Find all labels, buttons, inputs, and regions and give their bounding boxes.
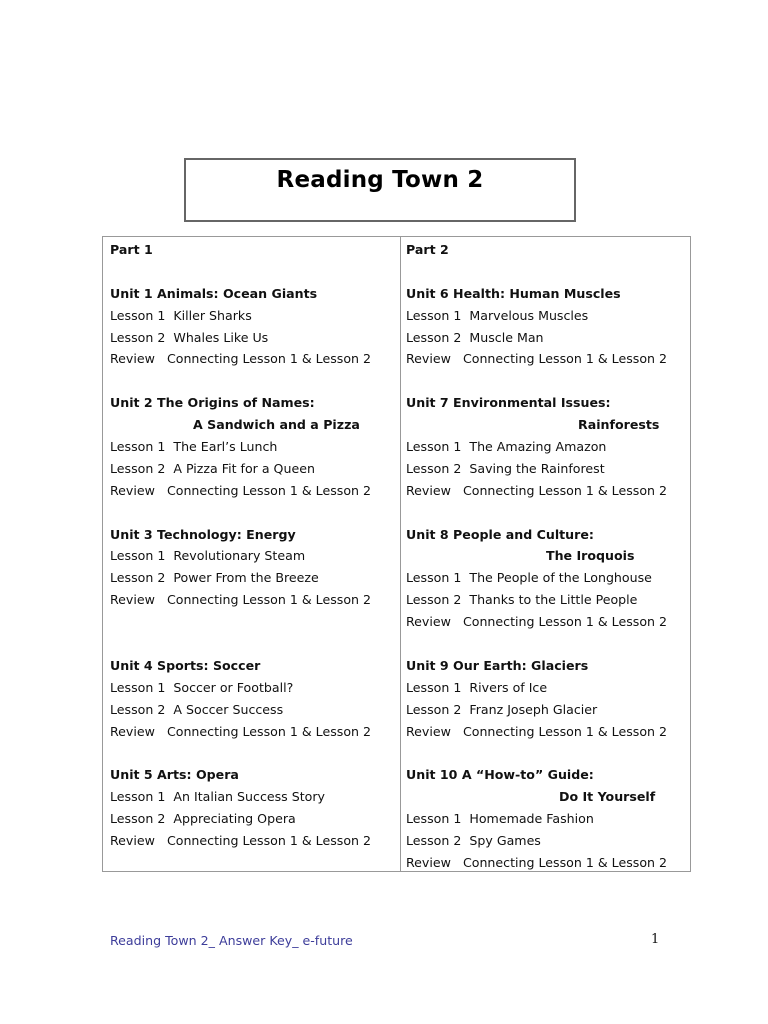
part1-column	[103, 237, 400, 871]
spacer	[110, 611, 400, 633]
unit2-title-cont: A Sandwich and a Pizza	[193, 417, 360, 433]
unit6-review: Review Connecting Lesson 1 & Lesson 2	[406, 351, 668, 367]
document-title: Reading Town 2	[276, 167, 484, 193]
spacer	[406, 742, 690, 764]
unit6-lesson1: Lesson 1 Marvelous Muscles	[406, 307, 589, 323]
unit1-lesson1: Lesson 1 Killer Sharks	[110, 307, 252, 323]
spacer	[406, 370, 690, 392]
unit5-review: Review Connecting Lesson 1 & Lesson 2	[110, 833, 372, 849]
unit2-title: Unit 2 The Origins of Names:	[110, 395, 315, 411]
unit4-review: Review Connecting Lesson 1 & Lesson 2	[110, 723, 372, 739]
unit6-lesson2: Lesson 2 Muscle Man	[406, 329, 544, 345]
unit3-lesson1: Lesson 1 Revolutionary Steam	[110, 548, 306, 564]
spacer	[406, 261, 690, 283]
unit4-title: Unit 4 Sports: Soccer	[110, 657, 261, 673]
spacer	[406, 633, 690, 655]
contents-table	[102, 236, 691, 872]
unit2-lesson2: Lesson 2 A Pizza Fit for a Queen	[110, 460, 315, 476]
unit8-review: Review Connecting Lesson 1 & Lesson 2	[406, 614, 668, 630]
unit5-lesson1: Lesson 1 An Italian Success Story	[110, 789, 326, 805]
unit10-lesson1: Lesson 1 Homemade Fashion	[406, 811, 594, 827]
unit1-review: Review Connecting Lesson 1 & Lesson 2	[110, 351, 372, 367]
unit7-lesson2: Lesson 2 Saving the Rainforest	[406, 460, 605, 476]
unit8-lesson1: Lesson 1 The People of the Longhouse	[406, 570, 652, 586]
part2-heading: Part 2	[406, 242, 449, 257]
unit4-lesson1: Lesson 1 Soccer or Football?	[110, 679, 294, 695]
unit3-lesson2: Lesson 2 Power From the Breeze	[110, 570, 319, 586]
unit8-lesson2: Lesson 2 Thanks to the Little People	[406, 592, 638, 608]
unit6-title: Unit 6 Health: Human Muscles	[406, 285, 621, 301]
unit10-title-cont: Do It Yourself	[559, 789, 656, 805]
unit5-title: Unit 5 Arts: Opera	[110, 767, 239, 783]
unit9-title: Unit 9 Our Earth: Glaciers	[406, 657, 589, 673]
unit1-title: Unit 1 Animals: Ocean Giants	[110, 285, 318, 301]
unit5-lesson2: Lesson 2 Appreciating Opera	[110, 811, 296, 827]
unit8-title-cont: The Iroquois	[546, 548, 635, 564]
unit9-review: Review Connecting Lesson 1 & Lesson 2	[406, 723, 668, 739]
unit10-title: Unit 10 A “How-to” Guide:	[406, 767, 594, 783]
spacer	[110, 633, 400, 655]
unit3-title: Unit 3 Technology: Energy	[110, 526, 296, 542]
spacer	[406, 502, 690, 524]
unit7-review: Review Connecting Lesson 1 & Lesson 2	[406, 482, 668, 498]
unit9-lesson1: Lesson 1 Rivers of Ice	[406, 679, 548, 695]
unit1-lesson2: Lesson 2 Whales Like Us	[110, 329, 269, 345]
spacer	[110, 370, 400, 392]
title-box	[184, 158, 576, 222]
unit10-review: Review Connecting Lesson 1 & Lesson 2	[406, 854, 668, 870]
page-number: 1	[651, 932, 660, 947]
part1-heading: Part 1	[110, 242, 153, 257]
unit4-lesson2: Lesson 2 A Soccer Success	[110, 701, 284, 717]
unit9-lesson2: Lesson 2 Franz Joseph Glacier	[406, 701, 598, 717]
part2-column	[400, 237, 690, 871]
unit3-review: Review Connecting Lesson 1 & Lesson 2	[110, 592, 372, 608]
spacer	[110, 261, 400, 283]
footer-text: Reading Town 2_ Answer Key_ e-future	[110, 933, 353, 948]
unit8-title: Unit 8 People and Culture:	[406, 526, 594, 542]
unit2-review: Review Connecting Lesson 1 & Lesson 2	[110, 482, 372, 498]
unit7-title: Unit 7 Environmental Issues:	[406, 395, 611, 411]
unit7-lesson1: Lesson 1 The Amazing Amazon	[406, 439, 607, 455]
unit10-lesson2: Lesson 2 Spy Games	[406, 833, 541, 849]
unit2-lesson1: Lesson 1 The Earl’s Lunch	[110, 439, 278, 455]
spacer	[110, 742, 400, 764]
unit7-title-cont: Rainforests	[578, 417, 660, 433]
spacer	[110, 502, 400, 524]
